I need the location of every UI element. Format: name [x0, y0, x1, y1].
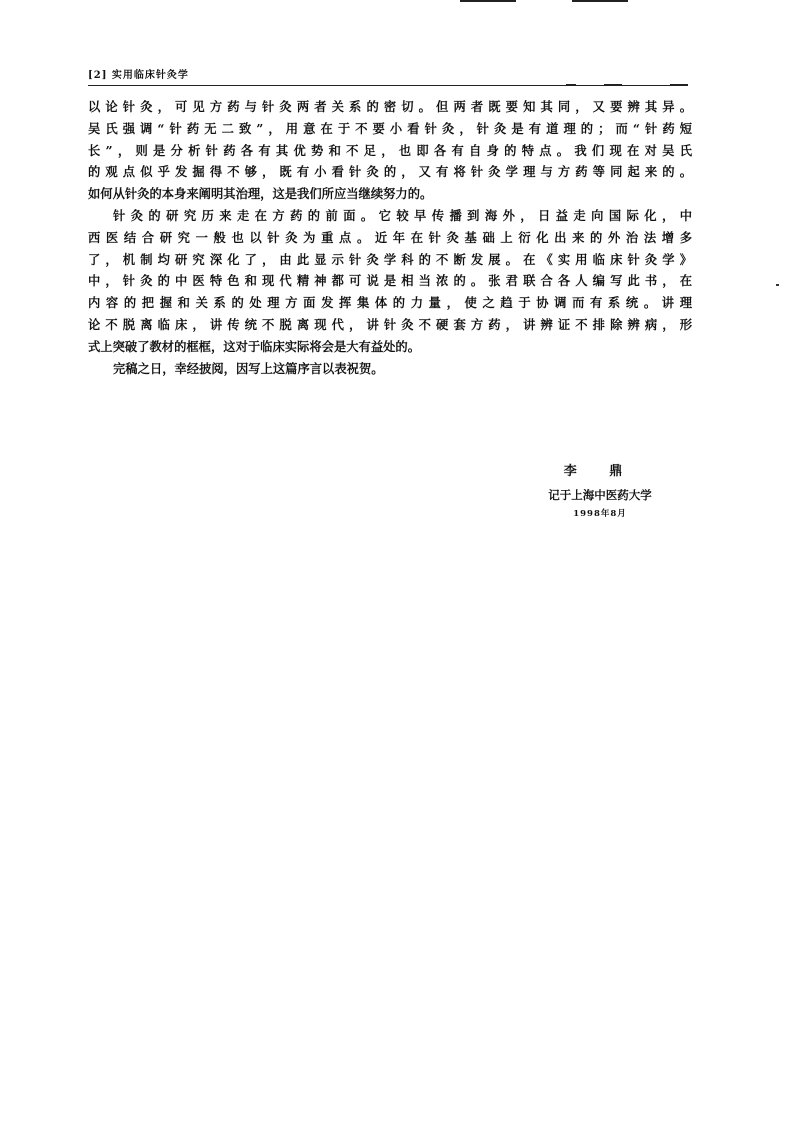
author-name: 李 鼎 — [563, 464, 637, 479]
preface-body — [88, 96, 692, 379]
text-line: 针灸的研究历来走在方药的前面。它较早传播到海外，日益走向国际化，中 — [113, 207, 692, 223]
signature-block — [530, 460, 670, 522]
text-line: 长”，则是分析针药各有其优势和不足，也即各有自身的特点。我们现在对吴氏 — [88, 142, 692, 158]
margin-speck — [776, 284, 779, 286]
text-line: 西医结合研究一般也以针灸为重点。近年在针灸基础上衍化出来的外治法增多 — [88, 229, 692, 245]
running-head: [2] 实用临床针灸学 — [88, 70, 189, 81]
text-line: 以论针灸，可见方药与针灸两者关系的密切。但两者既要知其同，又要辨其异。 — [88, 99, 692, 114]
text-line: 完稿之日，幸经披阅，因写上这篇序言以表祝贺。 — [113, 360, 384, 376]
text-line: 内容的把握和关系的处理方面发挥集体的力量，使之趋于协调而有系统。讲理 — [88, 295, 692, 311]
text-line: 如何从针灸的本身来阐明其治理，这是我们所应当继续努力的。 — [88, 186, 433, 202]
text-line: 中，针灸的中医特色和现代精神都可说是相当浓的。张君联合各人编写此书，在 — [88, 273, 692, 289]
top-edge-mark — [572, 0, 628, 2]
signature-date: 1998年8月 — [573, 509, 627, 519]
text-line: 了，机制均研究深化了，由此显示针灸学科的不断发展。在《实用临床针灸学》 — [88, 251, 692, 267]
text-line: 吴氏强调“针药无二致”，用意在于不要小看针灸，针灸是有道理的；而“针药短 — [88, 120, 692, 136]
paragraph-3 — [88, 358, 692, 380]
text-line: 的观点似乎发掘得不够，既有小看针灸的，又有将针灸学理与方药等同起来的。 — [88, 164, 692, 180]
header-rule-mark — [566, 84, 576, 86]
text-line: 论不脱离临床，讲传统不脱离现代，讲针灸不硬套方药，讲辨证不排除辨病，形 — [88, 316, 692, 332]
header-rule-mark — [670, 84, 688, 86]
header-rule — [88, 85, 688, 86]
paragraph-2 — [88, 205, 692, 358]
paragraph-1 — [88, 96, 692, 205]
text-line: 式上突破了教材的框框，这对于临床实际将会是大有益处的。 — [88, 338, 421, 354]
signature-place: 记于上海中医药大学 — [548, 488, 652, 502]
top-edge-mark — [460, 0, 516, 2]
header-rule-mark — [604, 84, 622, 86]
